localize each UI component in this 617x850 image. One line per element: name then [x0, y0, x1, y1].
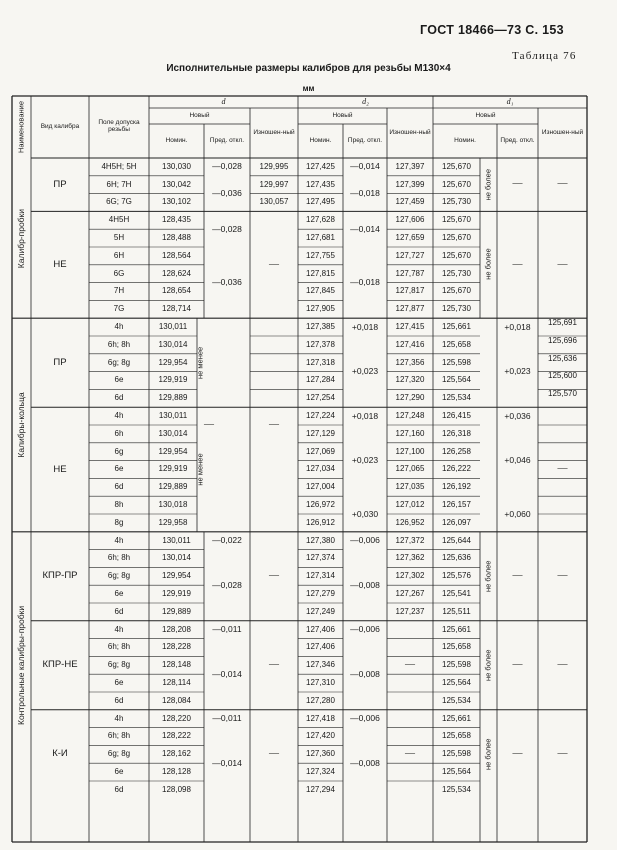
d-nominal-cell: 130,011: [162, 535, 191, 545]
gauge-type: НЕ: [53, 258, 67, 270]
dash-cell: —: [512, 258, 523, 270]
tolerance-field-cell: 6e: [114, 766, 124, 776]
dash-cell: —: [204, 418, 214, 430]
d2-nominal-cell: 127,418: [306, 713, 335, 723]
d1-nominal-cell: 125,576: [442, 571, 471, 581]
tolerance-field-cell: 6h; 8h: [107, 553, 131, 563]
d-nominal-cell: 128,162: [162, 749, 191, 759]
d1-deviation-cell: +0,018: [504, 321, 531, 332]
d-nominal-cell: 128,624: [162, 268, 191, 278]
d1-nominal-cell: 125,511: [442, 606, 471, 616]
d1-nominal-cell: 125,534: [442, 695, 471, 705]
d-deviation-cell: —0,036: [212, 277, 242, 288]
d2-worn-cell: 127,237: [395, 606, 425, 616]
d2-deviation-cell: +0,023: [351, 366, 379, 377]
header-d2-new: Новый: [332, 111, 353, 119]
d1-nominal-cell: 126,318: [442, 428, 471, 438]
gauge-type: ПР: [53, 356, 67, 368]
d2-nominal-cell: 127,815: [306, 268, 335, 278]
d2-nominal-cell: 126,972: [306, 499, 335, 509]
dash-cell: —: [512, 178, 523, 190]
d2-deviation-cell: +0,018: [351, 321, 379, 332]
d1-deviation-cell: +0,060: [504, 508, 531, 519]
d1-nominal-cell: 125,598: [442, 357, 471, 367]
d2-nominal-cell: 127,294: [306, 784, 335, 794]
d2-nominal-cell: 127,069: [306, 446, 335, 456]
header-d-nominal: Номин.: [165, 136, 188, 144]
d-nominal-cell: 128,220: [162, 713, 191, 723]
d-worn-cell: 129,995: [259, 161, 289, 171]
d2-deviation-cell: +0,023: [351, 455, 379, 466]
dash-cell: —: [405, 748, 415, 760]
dash-cell: —: [557, 570, 568, 582]
d1-nominal-cell: 125,670: [442, 232, 471, 242]
d2-deviation-cell: —0,006: [350, 624, 380, 635]
header-d2-worn: Изношен-ный: [389, 128, 431, 136]
d-nominal-cell: 130,014: [162, 553, 191, 563]
tolerance-field-cell: 6d: [114, 784, 124, 794]
d2-nominal-cell: 127,406: [306, 624, 335, 634]
d-deviation-cell: —0,028: [212, 161, 242, 172]
tolerance-field-cell: 6H: [113, 250, 125, 260]
dash-cell: —: [269, 659, 279, 671]
dash-cell: —: [512, 659, 523, 671]
d2-worn-cell: 127,877: [395, 304, 425, 314]
d2-worn-cell: 127,065: [395, 464, 425, 474]
dash-cell: —: [512, 748, 523, 760]
d-worn-cell: 129,997: [259, 179, 289, 189]
tolerance-field-cell: 7H: [113, 286, 125, 296]
d1-nominal-cell: 125,661: [442, 321, 471, 331]
d1-nominal-cell: 125,670: [442, 286, 471, 296]
tolerance-field-cell: 6G; 7G: [106, 197, 132, 207]
d2-deviation-cell: —0,006: [350, 713, 380, 724]
d-nominal-cell: 128,654: [162, 286, 191, 296]
tolerance-field-cell: 6g; 8g: [107, 749, 131, 759]
d-worn-cell: 130,057: [259, 197, 289, 207]
d2-worn-cell: 127,362: [395, 553, 425, 563]
d2-nominal-cell: 127,495: [306, 197, 335, 207]
d-nominal-cell: 128,435: [162, 215, 191, 225]
d1-nominal-cell: 125,670: [442, 215, 471, 225]
d2-worn-cell: 127,606: [395, 215, 425, 225]
tolerance-field-cell: 6d: [114, 393, 124, 403]
d2-nominal-cell: 127,360: [306, 749, 335, 759]
d-nominal-cell: 129,958: [158, 517, 188, 527]
d1-deviation-cell: +0,036: [504, 410, 531, 421]
tolerance-field-cell: 4H5H: [108, 215, 130, 225]
dash-cell: —: [557, 258, 568, 270]
tolerance-field-cell: 6h: [114, 428, 124, 438]
d-nominal-cell: 129,919: [162, 588, 191, 598]
d1-nominal-cell: 125,534: [442, 393, 471, 403]
d2-nominal-cell: 127,314: [306, 571, 335, 581]
dash-cell: —: [269, 258, 279, 270]
d-nominal-cell: 128,228: [162, 642, 191, 652]
d-deviation-cell: —0,028: [212, 579, 242, 590]
d2-nominal-cell: 127,224: [306, 410, 335, 420]
dash-cell: —: [269, 748, 279, 760]
d-nominal-cell: 130,011: [158, 321, 188, 331]
d2-worn-cell: 127,397: [395, 161, 425, 171]
tolerance-field-cell: 6g; 8g: [107, 571, 131, 581]
d1-nominal-cell: 125,670: [442, 179, 471, 189]
header-d1-worn: Изношен-ный: [541, 128, 584, 136]
not-more-note: не более: [483, 738, 493, 771]
d2-worn-cell: 127,160: [395, 428, 425, 438]
d1-nominal-cell: 125,658: [442, 339, 471, 349]
d-nominal-cell: 128,564: [162, 250, 191, 260]
d2-worn-cell: 127,248: [395, 410, 425, 420]
d2-nominal-cell: 127,681: [306, 232, 335, 242]
d2-nominal-cell: 127,279: [306, 588, 335, 598]
tolerance-field-cell: 4h: [114, 624, 124, 634]
tolerance-field-cell: 6g; 8g: [107, 660, 131, 670]
page-header: ГОСТ 18466—73 С. 153: [420, 23, 564, 37]
d2-deviation-cell: —0,018: [350, 188, 380, 199]
d1-nominal-cell: 125,598: [442, 749, 471, 759]
d-nominal-cell: 129,954: [158, 357, 188, 367]
d-nominal-cell: 130,030: [162, 161, 191, 171]
tolerance-field-cell: 6g; 8g: [107, 357, 131, 367]
d2-nominal-cell: 126,912: [306, 517, 335, 527]
d2-nominal-cell: 127,378: [306, 339, 335, 349]
header-d1-new: Новый: [475, 111, 496, 119]
d1-nominal-cell: 125,644: [442, 535, 471, 545]
d2-worn-cell: 127,290: [395, 393, 425, 403]
dash-cell: —: [269, 418, 279, 430]
gauge-type: КПР-ПР: [42, 570, 78, 582]
d2-deviation-cell: —0,014: [350, 161, 380, 172]
dash-cell: —: [557, 463, 568, 475]
group-label: Калибры-кольца: [16, 392, 27, 458]
header-d-worn: Изношен-ный: [253, 128, 295, 136]
d-nominal-cell: 128,488: [162, 232, 191, 242]
header-d1: d₁: [506, 96, 514, 106]
d2-nominal-cell: 127,628: [306, 215, 335, 225]
tolerance-field-cell: 7G: [113, 304, 125, 314]
tolerance-field-cell: 6h; 8h: [107, 731, 131, 741]
d2-deviation-cell: —0,006: [350, 535, 380, 546]
d-nominal-cell: 129,954: [162, 571, 191, 581]
dash-cell: —: [512, 570, 523, 582]
d2-worn-cell: 127,415: [395, 321, 425, 331]
d-deviation-cell: —0,011: [212, 713, 242, 724]
d2-deviation-cell: —0,008: [350, 668, 380, 679]
d2-nominal-cell: 127,284: [306, 375, 335, 385]
d1-nominal-cell: 125,564: [442, 766, 471, 776]
d1-worn-cell: 125,636: [548, 353, 577, 363]
gauge-type: К-И: [52, 748, 68, 760]
d-nominal-cell: 128,114: [162, 677, 191, 687]
d2-worn-cell: 127,100: [395, 446, 425, 456]
d-deviation-cell: —0,036: [212, 188, 242, 199]
d2-nominal-cell: 127,310: [306, 677, 335, 687]
d1-nominal-cell: 125,541: [442, 588, 471, 598]
d1-nominal-cell: 126,097: [442, 517, 471, 527]
d1-deviation-cell: +0,046: [504, 455, 531, 466]
tolerance-field-cell: 6g: [114, 446, 124, 456]
tolerance-field-cell: 6H; 7H: [106, 179, 132, 189]
d1-nominal-cell: 125,564: [442, 677, 471, 687]
d-nominal-cell: 129,889: [158, 393, 188, 403]
not-more-note: не более: [483, 560, 493, 593]
units-label: мм: [302, 84, 315, 93]
d-nominal-cell: 129,919: [158, 375, 188, 385]
gauge-type: НЕ: [53, 463, 67, 475]
d-nominal-cell: 128,084: [162, 695, 191, 705]
group-label: Контрольные калибры-пробки: [16, 605, 27, 725]
d1-nominal-cell: 125,661: [442, 713, 471, 723]
d2-nominal-cell: 127,845: [306, 286, 335, 296]
d-deviation-cell: —0,028: [212, 223, 242, 234]
d2-nominal-cell: 127,318: [306, 357, 335, 367]
d2-worn-cell: 127,459: [395, 197, 425, 207]
d2-deviation-cell: —0,008: [350, 579, 380, 590]
d2-worn-cell: 127,035: [395, 482, 425, 492]
dash-cell: —: [405, 659, 415, 671]
d2-nominal-cell: 127,755: [306, 250, 335, 260]
header-d1-nominal: Номин.: [454, 136, 476, 144]
d-deviation-cell: —0,022: [212, 535, 242, 546]
d2-worn-cell: 127,372: [395, 535, 425, 545]
d-nominal-cell: 130,042: [162, 179, 191, 189]
d2-worn-cell: 127,727: [395, 250, 425, 260]
d2-worn-cell: 127,302: [395, 571, 425, 581]
d2-deviation-cell: —0,018: [350, 277, 380, 288]
d1-nominal-cell: 125,564: [442, 375, 471, 385]
header-tolerance-field: Поле допуска резьбы: [98, 119, 140, 133]
d-nominal-cell: 128,222: [162, 731, 191, 741]
d-deviation-cell: —0,011: [212, 624, 242, 635]
d1-nominal-cell: 126,258: [442, 446, 471, 456]
header-d: d: [221, 96, 226, 106]
d1-worn-cell: 125,691: [548, 317, 577, 327]
tolerance-field-cell: 6e: [114, 588, 124, 598]
d1-worn-cell: 125,570: [548, 389, 577, 399]
d-deviation-cell: —0,014: [212, 668, 242, 679]
d-deviation-cell: —0,014: [212, 757, 242, 768]
d2-nominal-cell: 127,435: [306, 179, 335, 189]
d1-nominal-cell: 125,730: [442, 304, 471, 314]
tolerance-field-cell: 8g: [114, 517, 124, 527]
d-nominal-cell: 129,889: [158, 482, 188, 492]
d2-nominal-cell: 127,034: [306, 464, 335, 474]
dash-cell: —: [557, 659, 568, 671]
d1-nominal-cell: 125,670: [442, 250, 471, 260]
d2-nominal-cell: 127,406: [306, 642, 335, 652]
table-label: Таблица 76: [512, 50, 577, 62]
d1-nominal-cell: 126,157: [442, 499, 471, 509]
gauge-type: ПР: [53, 178, 67, 190]
tolerance-field-cell: 4h: [114, 713, 124, 723]
d-nominal-cell: 129,954: [158, 446, 188, 456]
d2-nominal-cell: 127,380: [306, 535, 335, 545]
dash-cell: —: [557, 178, 568, 190]
header-d-new: Новый: [189, 111, 210, 119]
d-nominal-cell: 130,014: [158, 339, 188, 349]
d2-nominal-cell: 127,254: [306, 393, 335, 403]
header-d1-deviation: Пред. откл.: [500, 136, 535, 144]
d2-worn-cell: 127,787: [395, 268, 425, 278]
d1-deviation-cell: +0,023: [504, 366, 531, 377]
table-title: Исполнительные размеры калибров для резьбы М130×4: [166, 63, 451, 74]
d1-nominal-cell: 125,730: [442, 268, 471, 278]
d2-worn-cell: 127,356: [395, 357, 425, 367]
d1-nominal-cell: 125,661: [442, 624, 471, 634]
d-nominal-cell: 128,714: [162, 304, 191, 314]
d1-nominal-cell: 125,670: [442, 161, 471, 171]
tolerance-field-cell: 6h; 8h: [107, 339, 131, 349]
dash-cell: —: [269, 570, 279, 582]
d2-worn-cell: 127,416: [395, 339, 425, 349]
d1-nominal-cell: 125,598: [442, 660, 471, 670]
header-d-deviation: Пред. откл.: [209, 136, 245, 144]
d1-nominal-cell: 126,192: [442, 482, 471, 492]
tolerance-field-cell: 6d: [114, 695, 124, 705]
d2-worn-cell: 127,320: [395, 375, 425, 385]
tolerance-field-cell: 6e: [114, 375, 124, 385]
d2-nominal-cell: 127,905: [306, 304, 335, 314]
d2-nominal-cell: 127,324: [306, 766, 335, 776]
d-nominal-cell: 130,011: [158, 410, 188, 420]
tolerance-field-cell: 4H5H; 5H: [101, 161, 137, 171]
tolerance-field-cell: 6d: [114, 482, 124, 492]
tolerance-field-cell: 4h: [114, 321, 124, 331]
d2-worn-cell: 127,267: [395, 588, 425, 598]
tolerance-field-cell: 6e: [114, 677, 124, 687]
d-nominal-cell: 128,128: [162, 766, 191, 776]
header-d2-deviation: Пред. откл.: [347, 136, 383, 144]
tolerance-field-cell: 5H: [113, 232, 125, 242]
d1-nominal-cell: 126,222: [442, 464, 471, 474]
d2-deviation-cell: +0,018: [351, 410, 379, 421]
d2-deviation-cell: —0,008: [350, 757, 380, 768]
not-more-note: не более: [483, 649, 493, 682]
header-d2-nominal: Номин.: [309, 136, 332, 144]
gauge-type: КПР-НЕ: [42, 659, 78, 671]
d2-nominal-cell: 127,420: [306, 731, 335, 741]
tolerance-field-cell: 6h; 8h: [107, 642, 131, 652]
d-nominal-cell: 130,014: [158, 428, 188, 438]
d2-worn-cell: 126,952: [395, 517, 425, 527]
d1-nominal-cell: 125,636: [442, 553, 471, 563]
header-gauge-type: Вид калибра: [40, 122, 80, 130]
d-nominal-cell: 128,148: [162, 660, 191, 670]
d-nominal-cell: 130,018: [158, 499, 188, 509]
d-nominal-cell: 130,102: [162, 197, 191, 207]
tolerance-field-cell: 4h: [114, 535, 124, 545]
d1-worn-cell: 125,600: [548, 371, 577, 381]
d2-nominal-cell: 127,385: [306, 321, 335, 331]
not-less-note: не менее: [195, 453, 205, 486]
d2-worn-cell: 127,012: [395, 499, 425, 509]
d-nominal-cell: 128,098: [162, 784, 191, 794]
not-less-note: не менее: [195, 346, 205, 379]
d2-worn-cell: 127,399: [395, 179, 425, 189]
d1-nominal-cell: 126,415: [442, 410, 471, 420]
d2-deviation-cell: +0,030: [351, 508, 379, 519]
d2-nominal-cell: 127,346: [306, 660, 335, 670]
tolerance-field-cell: 6G: [113, 268, 125, 278]
d-nominal-cell: 129,919: [158, 464, 188, 474]
d2-worn-cell: 127,817: [395, 286, 425, 296]
d2-worn-cell: 127,659: [395, 232, 425, 242]
tolerance-field-cell: 4h: [114, 410, 124, 420]
tolerance-field-cell: 6d: [114, 606, 124, 616]
d1-nominal-cell: 125,658: [442, 731, 471, 741]
d2-nominal-cell: 127,280: [306, 695, 335, 705]
dash-cell: —: [557, 748, 568, 760]
group-label: Калибр-пробки: [16, 208, 27, 268]
d-nominal-cell: 128,208: [162, 624, 191, 634]
not-more-note: не более: [483, 249, 493, 281]
d1-nominal-cell: 125,730: [442, 197, 471, 207]
d2-deviation-cell: —0,014: [350, 223, 380, 234]
d2-nominal-cell: 127,129: [306, 428, 335, 438]
d1-nominal-cell: 125,658: [442, 642, 471, 652]
not-more-note: не более: [483, 168, 493, 201]
d-nominal-cell: 129,889: [162, 606, 191, 616]
d2-nominal-cell: 127,249: [306, 606, 335, 616]
d2-nominal-cell: 127,374: [306, 553, 335, 563]
tolerance-field-cell: 6e: [114, 464, 124, 474]
d1-nominal-cell: 125,534: [442, 784, 471, 794]
header-name: Наименование: [16, 101, 26, 153]
tolerance-field-cell: 8h: [114, 499, 124, 509]
d2-nominal-cell: 127,004: [306, 482, 335, 492]
d1-worn-cell: 125,696: [548, 335, 577, 345]
d2-nominal-cell: 127,425: [306, 161, 335, 171]
header-d2: d₂: [362, 96, 369, 106]
